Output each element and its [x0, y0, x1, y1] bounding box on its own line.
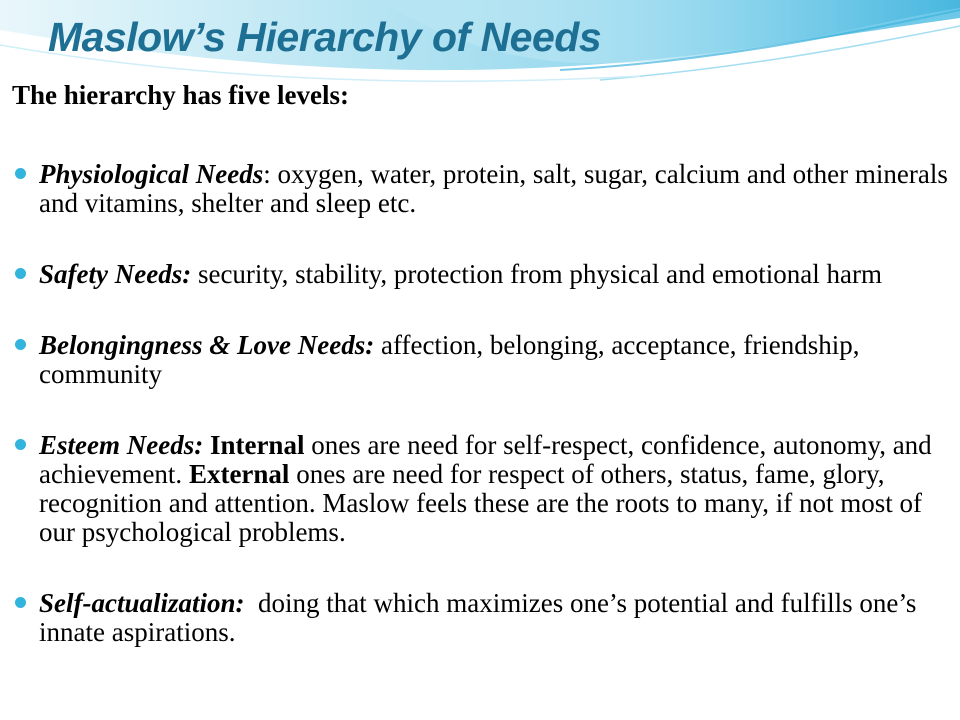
list-item-safety — [14, 260, 949, 289]
need-description-part1: ones are need for self-respect, confidence, autonomy, and achievement. — [39, 430, 932, 489]
bullet-dot-icon — [15, 439, 26, 450]
list-item-esteem — [14, 431, 949, 547]
term-separator — [245, 588, 259, 618]
need-term: Physiological Needs — [39, 159, 264, 189]
term-separator — [191, 259, 198, 289]
need-description-part2: ones are need for respect of others, status, fame, glory, recognition and attention. Maslow feels these are the roots to many, if not most of our psychological problems. — [39, 459, 923, 547]
list-item-belongingness — [14, 331, 949, 389]
term-separator: : — [263, 159, 278, 189]
bullet-dot-icon — [15, 339, 26, 350]
need-term: Belongingness & Love Needs: — [39, 330, 375, 360]
need-description: affection, belonging, acceptance, friendship, community — [39, 330, 860, 389]
need-term: Safety Needs: — [39, 259, 192, 289]
bullet-dot-icon — [15, 268, 26, 279]
needs-list — [14, 160, 949, 647]
intro-text: The hierarchy has five levels: — [12, 80, 349, 110]
slide-title: Maslow’s Hierarchy of Needs — [48, 14, 602, 60]
bullet-dot-icon — [15, 168, 26, 179]
external-label: External — [188, 459, 290, 489]
term-separator — [374, 330, 381, 360]
need-description: doing that which maximizes one’s potential and fulfills one’s innate aspirations. — [39, 588, 917, 647]
need-description: security, stability, protection from physical and emotional harm — [197, 259, 883, 289]
need-term: Self-actualization: — [39, 588, 245, 618]
need-term: Esteem Needs: — [39, 430, 204, 460]
need-description: oxygen, water, protein, salt, sugar, calcium and other minerals and vitamins, shelter and sleep etc. — [39, 159, 948, 218]
list-item-physiological — [14, 160, 949, 218]
list-item-self-actualization — [14, 589, 949, 647]
internal-label: Internal — [209, 430, 305, 460]
bullet-dot-icon — [15, 597, 26, 608]
